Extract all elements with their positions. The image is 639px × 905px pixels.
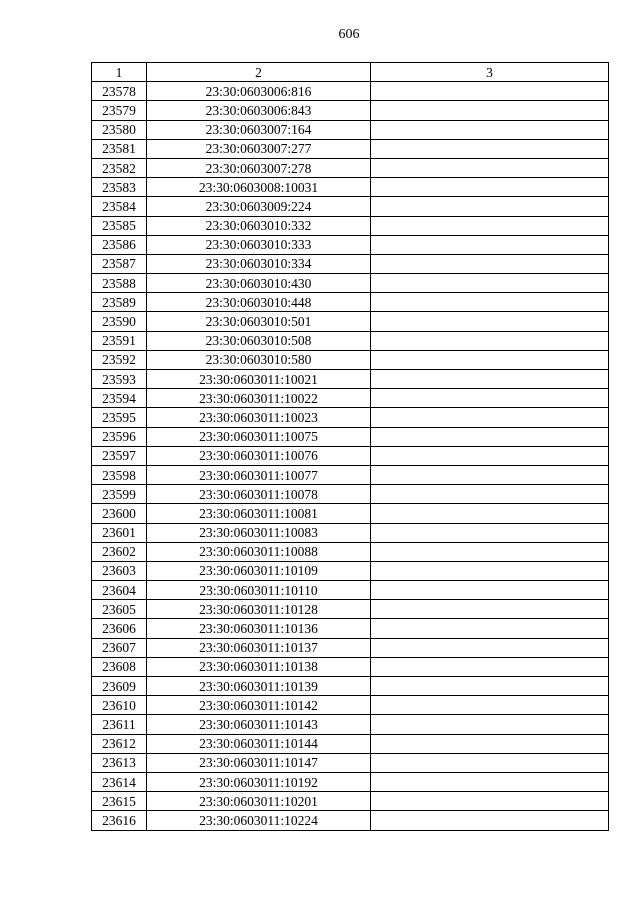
cadastral-number-cell: 23:30:0603007:277 — [147, 139, 371, 158]
note-cell — [371, 293, 609, 312]
note-cell — [371, 178, 609, 197]
table-row — [92, 178, 609, 197]
cadastral-number-cell: 23:30:0603011:10136 — [147, 619, 371, 638]
row-number-cell: 23600 — [92, 504, 147, 523]
cadastral-number-cell: 23:30:0603010:501 — [147, 312, 371, 331]
row-number-cell: 23612 — [92, 734, 147, 753]
table-row — [92, 274, 609, 293]
row-number-cell: 23592 — [92, 350, 147, 369]
cadastral-number-cell: 23:30:0603010:448 — [147, 293, 371, 312]
row-number-cell: 23583 — [92, 178, 147, 197]
note-cell — [371, 446, 609, 465]
table-row — [92, 158, 609, 177]
row-number-cell: 23602 — [92, 542, 147, 561]
table-row — [92, 715, 609, 734]
note-cell — [371, 465, 609, 484]
cadastral-number-table — [91, 62, 609, 831]
row-number-cell: 23579 — [92, 101, 147, 120]
row-number-cell: 23589 — [92, 293, 147, 312]
row-number-cell: 23608 — [92, 657, 147, 676]
cadastral-number-cell: 23:30:0603011:10139 — [147, 677, 371, 696]
cadastral-number-cell: 23:30:0603011:10077 — [147, 465, 371, 484]
table-row — [92, 427, 609, 446]
table-row — [92, 772, 609, 791]
note-cell — [371, 485, 609, 504]
row-number-cell: 23586 — [92, 235, 147, 254]
table-row — [92, 197, 609, 216]
row-number-cell: 23578 — [92, 82, 147, 101]
column-header-2: 2 — [147, 63, 371, 82]
page-number: 606 — [338, 27, 360, 42]
note-cell — [371, 523, 609, 542]
row-number-cell: 23581 — [92, 139, 147, 158]
row-number-cell: 23610 — [92, 696, 147, 715]
table-row — [92, 523, 609, 542]
cadastral-number-cell: 23:30:0603011:10088 — [147, 542, 371, 561]
cadastral-number-cell: 23:30:0603011:10110 — [147, 581, 371, 600]
table-row — [92, 254, 609, 273]
table-header-row — [92, 63, 609, 82]
row-number-cell: 23611 — [92, 715, 147, 734]
cadastral-number-cell: 23:30:0603010:430 — [147, 274, 371, 293]
note-cell — [371, 542, 609, 561]
column-header-3: 3 — [371, 63, 609, 82]
row-number-cell: 23595 — [92, 408, 147, 427]
table-row — [92, 600, 609, 619]
cadastral-number-cell: 23:30:0603011:10192 — [147, 772, 371, 791]
table-row — [92, 139, 609, 158]
table-row — [92, 811, 609, 830]
cadastral-number-cell: 23:30:0603010:334 — [147, 254, 371, 273]
note-cell — [371, 139, 609, 158]
note-cell — [371, 120, 609, 139]
cadastral-number-cell: 23:30:0603006:843 — [147, 101, 371, 120]
cadastral-number-cell: 23:30:0603011:10078 — [147, 485, 371, 504]
table-row — [92, 101, 609, 120]
cadastral-number-cell: 23:30:0603011:10137 — [147, 638, 371, 657]
cadastral-number-cell: 23:30:0603011:10081 — [147, 504, 371, 523]
note-cell — [371, 370, 609, 389]
table-row — [92, 389, 609, 408]
note-cell — [371, 389, 609, 408]
table-row — [92, 446, 609, 465]
table-row — [92, 581, 609, 600]
note-cell — [371, 408, 609, 427]
cadastral-number-cell: 23:30:0603010:332 — [147, 216, 371, 235]
note-cell — [371, 657, 609, 676]
table-row — [92, 753, 609, 772]
note-cell — [371, 331, 609, 350]
cadastral-number-cell: 23:30:0603008:10031 — [147, 178, 371, 197]
row-number-cell: 23593 — [92, 370, 147, 389]
note-cell — [371, 772, 609, 791]
cadastral-number-cell: 23:30:0603010:508 — [147, 331, 371, 350]
cadastral-number-cell: 23:30:0603011:10224 — [147, 811, 371, 830]
row-number-cell: 23603 — [92, 561, 147, 580]
note-cell — [371, 504, 609, 523]
table-row — [92, 120, 609, 139]
row-number-cell: 23590 — [92, 312, 147, 331]
note-cell — [371, 696, 609, 715]
note-cell — [371, 677, 609, 696]
table-row — [92, 485, 609, 504]
table-row — [92, 312, 609, 331]
note-cell — [371, 427, 609, 446]
cadastral-number-cell: 23:30:0603011:10109 — [147, 561, 371, 580]
row-number-cell: 23594 — [92, 389, 147, 408]
table-row — [92, 408, 609, 427]
row-number-cell: 23585 — [92, 216, 147, 235]
cadastral-number-cell: 23:30:0603010:580 — [147, 350, 371, 369]
table-row — [92, 465, 609, 484]
row-number-cell: 23597 — [92, 446, 147, 465]
cadastral-number-cell: 23:30:0603011:10147 — [147, 753, 371, 772]
note-cell — [371, 350, 609, 369]
row-number-cell: 23615 — [92, 792, 147, 811]
note-cell — [371, 811, 609, 830]
note-cell — [371, 734, 609, 753]
row-number-cell: 23599 — [92, 485, 147, 504]
row-number-cell: 23580 — [92, 120, 147, 139]
note-cell — [371, 254, 609, 273]
table-row — [92, 561, 609, 580]
note-cell — [371, 600, 609, 619]
row-number-cell: 23598 — [92, 465, 147, 484]
note-cell — [371, 561, 609, 580]
row-number-cell: 23584 — [92, 197, 147, 216]
table-row — [92, 82, 609, 101]
cadastral-number-cell: 23:30:0603011:10128 — [147, 600, 371, 619]
note-cell — [371, 581, 609, 600]
column-header-1: 1 — [92, 63, 147, 82]
cadastral-number-cell: 23:30:0603011:10022 — [147, 389, 371, 408]
cadastral-number-cell: 23:30:0603011:10143 — [147, 715, 371, 734]
table-row — [92, 677, 609, 696]
cadastral-number-cell: 23:30:0603011:10201 — [147, 792, 371, 811]
row-number-cell: 23601 — [92, 523, 147, 542]
cadastral-number-cell: 23:30:0603007:164 — [147, 120, 371, 139]
row-number-cell: 23582 — [92, 158, 147, 177]
cadastral-number-cell: 23:30:0603011:10144 — [147, 734, 371, 753]
row-number-cell: 23596 — [92, 427, 147, 446]
table-row — [92, 542, 609, 561]
table-row — [92, 331, 609, 350]
row-number-cell: 23613 — [92, 753, 147, 772]
note-cell — [371, 715, 609, 734]
row-number-cell: 23604 — [92, 581, 147, 600]
row-number-cell: 23591 — [92, 331, 147, 350]
table-row — [92, 350, 609, 369]
table-row — [92, 792, 609, 811]
row-number-cell: 23614 — [92, 772, 147, 791]
note-cell — [371, 753, 609, 772]
table-body — [92, 82, 609, 830]
table-row — [92, 216, 609, 235]
note-cell — [371, 101, 609, 120]
row-number-cell: 23607 — [92, 638, 147, 657]
cadastral-number-cell: 23:30:0603011:10023 — [147, 408, 371, 427]
table-row — [92, 734, 609, 753]
cadastral-number-cell: 23:30:0603011:10075 — [147, 427, 371, 446]
note-cell — [371, 197, 609, 216]
row-number-cell: 23616 — [92, 811, 147, 830]
note-cell — [371, 158, 609, 177]
row-number-cell: 23587 — [92, 254, 147, 273]
note-cell — [371, 619, 609, 638]
cadastral-number-cell: 23:30:0603011:10076 — [147, 446, 371, 465]
note-cell — [371, 216, 609, 235]
table-row — [92, 293, 609, 312]
row-number-cell: 23588 — [92, 274, 147, 293]
cadastral-number-cell: 23:30:0603010:333 — [147, 235, 371, 254]
cadastral-number-cell: 23:30:0603011:10138 — [147, 657, 371, 676]
row-number-cell: 23605 — [92, 600, 147, 619]
table-row — [92, 657, 609, 676]
table-row — [92, 619, 609, 638]
note-cell — [371, 638, 609, 657]
row-number-cell: 23609 — [92, 677, 147, 696]
cadastral-number-cell: 23:30:0603011:10142 — [147, 696, 371, 715]
table-row — [92, 638, 609, 657]
cadastral-number-cell: 23:30:0603007:278 — [147, 158, 371, 177]
cadastral-number-cell: 23:30:0603006:816 — [147, 82, 371, 101]
row-number-cell: 23606 — [92, 619, 147, 638]
table-row — [92, 370, 609, 389]
note-cell — [371, 235, 609, 254]
note-cell — [371, 82, 609, 101]
cadastral-number-cell: 23:30:0603011:10021 — [147, 370, 371, 389]
table-row — [92, 696, 609, 715]
note-cell — [371, 792, 609, 811]
table-row — [92, 504, 609, 523]
note-cell — [371, 312, 609, 331]
note-cell — [371, 274, 609, 293]
cadastral-number-cell: 23:30:0603009:224 — [147, 197, 371, 216]
table-row — [92, 235, 609, 254]
cadastral-number-cell: 23:30:0603011:10083 — [147, 523, 371, 542]
